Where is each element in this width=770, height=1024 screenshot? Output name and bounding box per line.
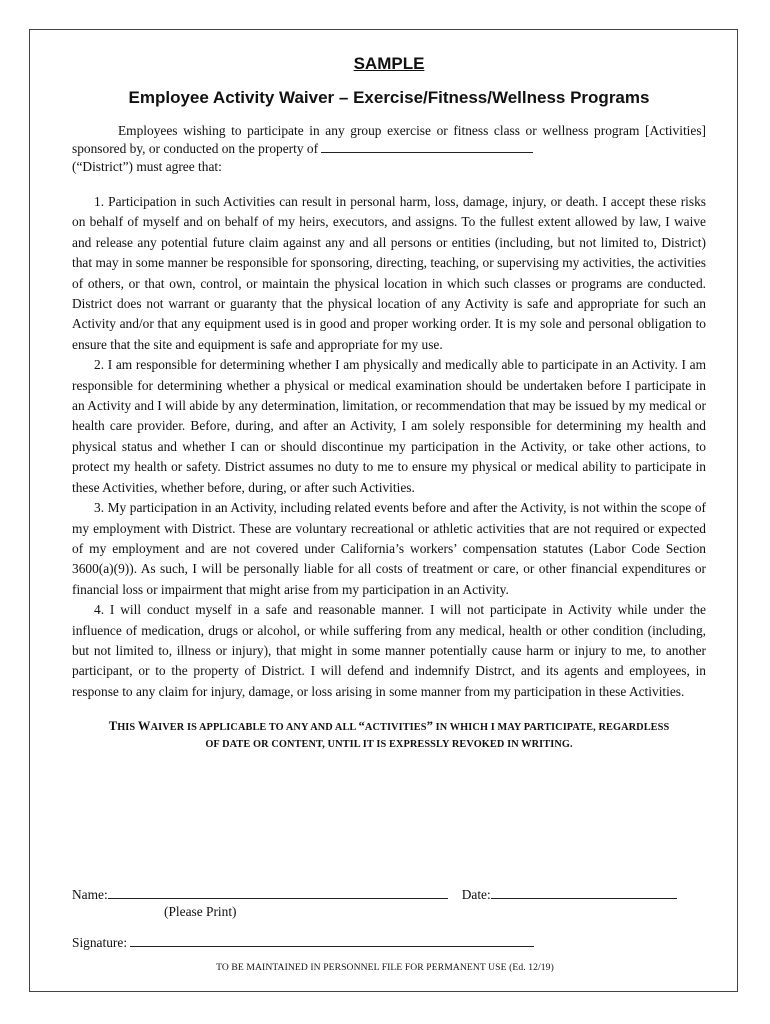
waiver-term-1: 1. Participation in such Activities can result in personal harm, loss, damage, injury, or death. I accept these risks on behalf of myself and on behalf of my heirs, executors, and assigns. To the fullest extent allowed by law, I waive and release any potential future claim against any and all persons or entities (including, but not limited to, District) that may in some manner be responsible for sponsoring, directing, teaching, or supervising my activities, the activities of others, or that own, control, or maintain the physical location in which such classes or programs are conducted. District does not warrant or guaranty that the physical location of any Activity is safe and appropriate for such an Activity and/or that any equipment used is in good and proper working order. It is my sole and personal obligation to ensure that the site and equipment is safe and appropriate for my use.: [72, 194, 706, 352]
waiver-notice: [72, 718, 706, 753]
name-label: Name:: [72, 887, 108, 902]
print-hint: (Please Print): [164, 904, 237, 919]
waiver-terms: [72, 192, 706, 702]
district-name-blank[interactable]: [321, 140, 533, 153]
notice-line-1: THIS WAIVER IS APPLICABLE TO ANY AND ALL “ACTIVITIES” IN WHICH I MAY PARTICIPATE, REGARDLESS: [108, 719, 670, 734]
intro-text: Employees wishing to participate in any group exercise or fitness class or wellness program [Activities] sponsored by, or conducted on the property of: [72, 123, 706, 156]
sample-heading: SAMPLE: [353, 54, 425, 73]
signature-row: [72, 934, 534, 952]
waiver-term-2: 2. I am responsible for determining whether I am physically and medically able to participate in an Activity. I am responsible for determining whether a physical or medical examination should be undertaken before I participate in an Activity and I will abide by any determination, limitation, or recommendation that may be issued by my medical or health care provider. Before, during, and after an Activity, I am solely responsible for determining my health and physical status and whether I can or should discontinue my participation in the Activity, or take other actions, to protect my health or safety. District assumes no duty to me to ensure my physical or medical ability to participate in these Activities, whether before, during, or after such Activities.: [72, 357, 706, 495]
intro-paragraph: [72, 122, 706, 158]
date-label: Date:: [461, 887, 491, 902]
notice-line-2: OF DATE OR CONTENT, UNTIL IT IS EXPRESSLY REVOKED IN WRITING.: [205, 739, 573, 751]
name-field[interactable]: [108, 886, 448, 899]
document-title: Employee Activity Waiver – Exercise/Fitness/Wellness Programs: [128, 88, 650, 107]
name-date-row: [72, 886, 677, 904]
date-field[interactable]: [491, 886, 677, 899]
signature-field[interactable]: [130, 934, 534, 947]
document-body: [72, 52, 706, 753]
intro-continuation: (“District”) must agree that:: [72, 159, 222, 174]
waiver-term-3: 3. My participation in an Activity, including related events before and after the Activity, is not within the scope of my employment with District. These are voluntary recreational or athletic activities that are not required or expected of my employment and are not covered under California’s workers’ compensation statutes (Labor Code Section 3600(a)(9)). As such, I will be personally liable for all costs of treatment or care, or other financial expenditures or financial loss or impairment that might arise from my participation in an Activity.: [72, 500, 706, 597]
waiver-term-4: 4. I will conduct myself in a safe and reasonable manner. I will not participate in Activity while under the influence of medication, drugs or alcohol, or while suffering from any medical, health or other condition (including, but not limited to, illness or injury), that might in some manner potentially cause harm or injury to me, to another participant, or to the property of District. I will defend and indemnify Distrct, and its agents and employees, in response to any claim for injury, damage, or loss arising in some manner from my participation in these Activities.: [72, 602, 706, 699]
footer-note: TO BE MAINTAINED IN PERSONNEL FILE FOR PERMANENT USE (Ed. 12/19): [216, 962, 554, 973]
signature-label: Signature:: [72, 935, 128, 950]
